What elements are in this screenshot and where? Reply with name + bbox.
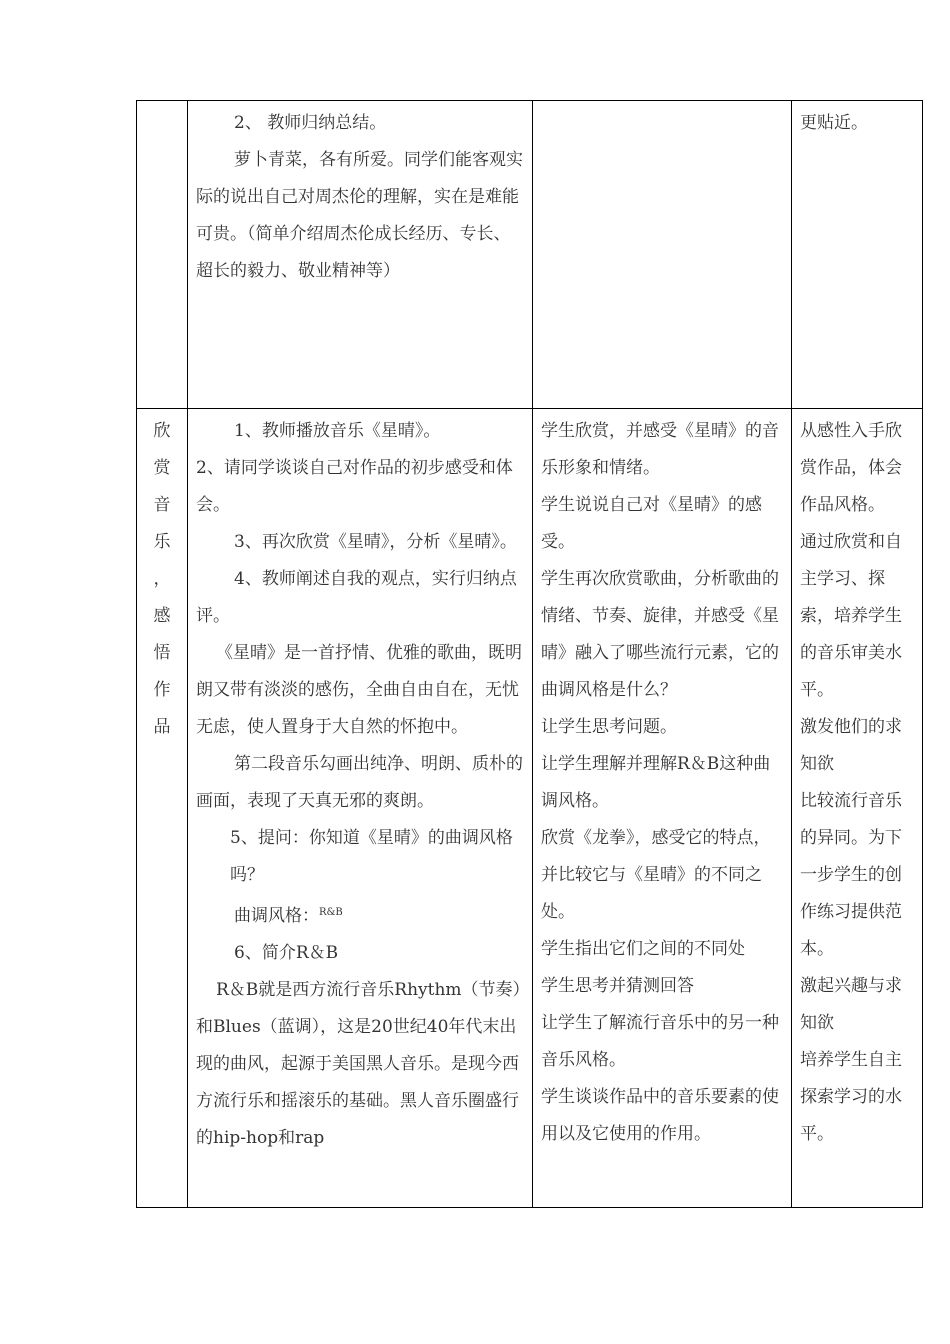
intent-item: 培养学生自主探索学习的水平。 bbox=[800, 1050, 902, 1144]
table-row bbox=[137, 409, 923, 1208]
student-step: 欣赏《龙拳》，感受它的特点，并比较它与《星晴》的不同之处。 bbox=[541, 828, 771, 922]
teacher-step: 《星晴》是一首抒情、优雅的歌曲，既明朗又带有淡淡的感伤，全曲自由自在，无忧无虑，使人置身于大自然的怀抱中。 bbox=[196, 643, 522, 737]
intent-item: 比较流行音乐的异同。为下一步学生的创作练习提供范本。 bbox=[800, 791, 902, 959]
teacher-activity-cell bbox=[188, 101, 533, 409]
teacher-summary-text: 萝卜青菜，各有所爱。同学们能客观实际的说出自己对周杰伦的理解，实在是难能可贵。（简单介绍周杰伦成长经历、专长、超长的毅力、敬业精神等） bbox=[196, 150, 523, 281]
student-step: 学生再次欣赏歌曲，分析歌曲的情绪、节奏、旋律，并感受《星晴》融入了哪些流行元素，它的曲调风格是什么？ bbox=[541, 569, 779, 700]
style-value: R&B bbox=[319, 907, 343, 918]
student-step: 让学生理解并理解R＆B这种曲调风格。 bbox=[541, 754, 771, 811]
teacher-step: 2、请同学谈谈自己对作品的初步感受和体会。 bbox=[196, 458, 513, 515]
teacher-summary-step: 2、 教师归纳总结。 bbox=[234, 113, 387, 133]
stage-char: ， bbox=[153, 569, 171, 589]
student-step: 让学生了解流行音乐中的另一种音乐风格。 bbox=[541, 1013, 779, 1070]
stage-char: 音 bbox=[153, 495, 171, 515]
student-step: 学生指出它们之间的不同处 bbox=[541, 939, 745, 959]
teacher-step: 6、简介R＆B bbox=[234, 943, 339, 963]
design-intent-cell bbox=[792, 101, 923, 409]
stage-char: 赏 bbox=[153, 458, 171, 478]
intent-text: 更贴近。 bbox=[800, 113, 868, 133]
teacher-step: 3、再次欣赏《星晴》，分析《星晴》。 bbox=[234, 532, 517, 552]
teacher-activity-cell bbox=[188, 409, 533, 1208]
teacher-step bbox=[196, 894, 526, 935]
intent-item: 从感性入手欣赏作品，体会作品风格。 bbox=[800, 421, 902, 515]
stage-char: 乐 bbox=[153, 532, 171, 552]
stage-char: 欣 bbox=[153, 421, 171, 441]
stage-char: 作 bbox=[153, 680, 171, 700]
student-activity-cell bbox=[533, 101, 792, 409]
table-row bbox=[137, 101, 923, 409]
student-step: 学生欣赏，并感受《星晴》的音乐形象和情绪。 bbox=[541, 421, 779, 478]
teacher-step: 4、教师阐述自我的观点，实行归纳点评。 bbox=[196, 569, 517, 626]
student-step: 学生思考并猜测回答 bbox=[541, 976, 694, 996]
stage-label-vertical bbox=[137, 409, 187, 746]
intent-item: 激发他们的求知欲 bbox=[800, 717, 902, 774]
stage-char: 悟 bbox=[153, 643, 171, 663]
student-activity-cell bbox=[533, 409, 792, 1208]
stage-cell bbox=[137, 409, 188, 1208]
teacher-step: R＆B就是西方流行音乐Rhythm（节奏）和Blues（蓝调），这是20世纪40年代末出现的曲风，起源于美国黑人音乐。是现今西方流行乐和摇滚乐的基础。黑人音乐圈盛行的hip-hop和rap bbox=[196, 980, 522, 1148]
lesson-plan-table bbox=[136, 100, 923, 1208]
student-step: 学生说说自己对《星晴》的感受。 bbox=[541, 495, 762, 552]
intent-item: 激起兴趣与求知欲 bbox=[800, 976, 902, 1033]
stage-cell bbox=[137, 101, 188, 409]
teacher-step: 1、教师播放音乐《星晴》。 bbox=[234, 421, 441, 441]
stage-char: 感 bbox=[153, 606, 171, 626]
style-label: 曲调风格： bbox=[234, 906, 319, 926]
student-step: 让学生思考问题。 bbox=[541, 717, 677, 737]
stage-char: 品 bbox=[153, 717, 171, 737]
student-step: 学生谈谈作品中的音乐要素的使用以及它使用的作用。 bbox=[541, 1087, 779, 1144]
teacher-step: 5、提问：你知道《星晴》的曲调风格吗？ bbox=[230, 828, 513, 885]
design-intent-cell bbox=[792, 409, 923, 1208]
teacher-step: 第二段音乐勾画出纯净、明朗、质朴的画面，表现了天真无邪的爽朗。 bbox=[196, 754, 523, 811]
intent-item: 通过欣赏和自主学习、探索，培养学生的音乐审美水平。 bbox=[800, 532, 902, 700]
